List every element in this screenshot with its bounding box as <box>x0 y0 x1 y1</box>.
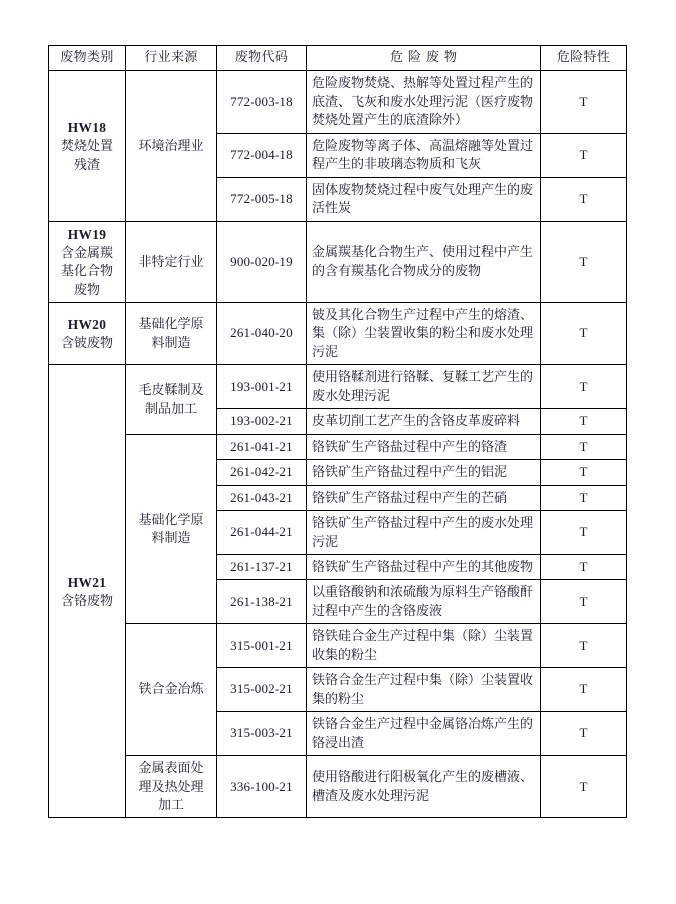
hazard-property-cell: T <box>541 303 627 365</box>
hazardous-waste-description-cell: 铬铁矿生产铬盐过程中产生的铝泥 <box>307 460 541 485</box>
industry-source-cell: 基础化学原 料制造 <box>126 434 217 624</box>
waste-category-id: HW19 <box>67 226 107 242</box>
hazard-property-cell: T <box>541 485 627 510</box>
hazard-property-cell: T <box>541 133 627 177</box>
hazard-property-cell: T <box>541 221 627 302</box>
waste-code-cell: 261-041-21 <box>217 434 307 459</box>
hazard-property-cell: T <box>541 177 627 221</box>
hazardous-waste-description-cell: 铍及其化合物生产过程中产生的熔渣、集（除）尘装置收集的粉尘和废水处理污泥 <box>307 303 541 365</box>
waste-code-cell: 261-138-21 <box>217 580 307 624</box>
hazard-property-cell: T <box>541 434 627 459</box>
header-row <box>49 46 627 71</box>
hazard-property-cell: T <box>541 555 627 580</box>
waste-code-cell: 900-020-19 <box>217 221 307 302</box>
hazard-property-cell: T <box>541 712 627 756</box>
table-header <box>49 46 627 71</box>
waste-category-name: 含金属羰 基化合物 废物 <box>60 244 113 297</box>
waste-code-cell: 315-002-21 <box>217 668 307 712</box>
industry-source-cell: 铁合金冶炼 <box>126 624 217 756</box>
table-row <box>49 624 627 668</box>
waste-code-cell: 261-043-21 <box>217 485 307 510</box>
hazardous-waste-description-cell: 危险废物等离子体、高温熔融等处置过程产生的非玻璃态物质和飞灰 <box>307 133 541 177</box>
waste-category-id: HW18 <box>67 120 107 136</box>
waste-code-cell: 261-040-20 <box>217 303 307 365</box>
waste-category-id: HW20 <box>67 316 107 332</box>
hazard-property-cell: T <box>541 668 627 712</box>
waste-code-cell: 261-044-21 <box>217 511 307 555</box>
waste-category-cell-hw20 <box>49 303 126 365</box>
waste-category-name: 含铬废物 <box>60 592 113 608</box>
table-row <box>49 303 627 365</box>
header-waste-code: 废物代码 <box>217 46 307 71</box>
header-industry-source: 行业来源 <box>126 46 217 71</box>
waste-code-cell: 772-005-18 <box>217 177 307 221</box>
table-body <box>49 71 627 818</box>
waste-code-cell: 193-001-21 <box>217 365 307 409</box>
hazardous-waste-description-cell: 铁铬合金生产过程中集（除）尘装置收集的粉尘 <box>307 668 541 712</box>
hazardous-waste-description-cell: 铬铁矿生产铬盐过程中产生的其他废物 <box>307 555 541 580</box>
table-row <box>49 221 627 302</box>
hazardous-waste-description-cell: 铬铁硅合金生产过程中集（除）尘装置收集的粉尘 <box>307 624 541 668</box>
hazard-property-cell: T <box>541 460 627 485</box>
hazardous-waste-description-cell: 铬铁矿生产铬盐过程中产生的废水处理污泥 <box>307 511 541 555</box>
hazard-property-cell: T <box>541 756 627 818</box>
waste-code-cell: 261-042-21 <box>217 460 307 485</box>
industry-source-cell: 基础化学原 料制造 <box>126 303 217 365</box>
table-row <box>49 434 627 459</box>
hazardous-waste-description-cell: 铬铁矿生产铬盐过程中产生的芒硝 <box>307 485 541 510</box>
industry-source-cell: 毛皮鞣制及 制品加工 <box>126 365 217 434</box>
waste-code-cell: 772-003-18 <box>217 71 307 133</box>
hazard-property-cell: T <box>541 71 627 133</box>
table-row <box>49 756 627 818</box>
header-hazard-property: 危险特性 <box>541 46 627 71</box>
hazardous-waste-table <box>48 45 627 818</box>
hazardous-waste-description-cell: 以重铬酸钠和浓硫酸为原料生产铬酸酐过程中产生的含铬废液 <box>307 580 541 624</box>
waste-category-cell-hw19 <box>49 221 126 302</box>
table-row <box>49 365 627 409</box>
waste-category-id: HW21 <box>67 574 107 590</box>
hazardous-waste-description-cell: 金属羰基化合物生产、使用过程中产生的含有羰基化合物成分的废物 <box>307 221 541 302</box>
waste-category-name: 焚烧处置 残渣 <box>60 138 113 172</box>
waste-code-cell: 193-002-21 <box>217 409 307 434</box>
document-page <box>48 45 626 818</box>
industry-source-cell: 环境治理业 <box>126 71 217 221</box>
waste-code-cell: 315-003-21 <box>217 712 307 756</box>
waste-code-cell: 772-004-18 <box>217 133 307 177</box>
table-row <box>49 71 627 133</box>
hazardous-waste-description-cell: 固体废物焚烧过程中废气处理产生的废活性炭 <box>307 177 541 221</box>
waste-code-cell: 336-100-21 <box>217 756 307 818</box>
hazardous-waste-description-cell: 使用铬鞣剂进行铬鞣、复鞣工艺产生的废水处理污泥 <box>307 365 541 409</box>
waste-category-cell-hw21 <box>49 365 126 818</box>
hazardous-waste-description-cell: 危险废物焚烧、热解等处置过程产生的底渣、飞灰和废水处理污泥（医疗废物焚烧处置产生的底渣除外） <box>307 71 541 133</box>
hazard-property-cell: T <box>541 580 627 624</box>
hazard-property-cell: T <box>541 511 627 555</box>
industry-source-cell: 金属表面处 理及热处理 加工 <box>126 756 217 818</box>
waste-category-cell-hw18 <box>49 71 126 221</box>
waste-code-cell: 315-001-21 <box>217 624 307 668</box>
header-hazardous-waste: 危险废物 <box>307 46 541 71</box>
hazard-property-cell: T <box>541 365 627 409</box>
waste-code-cell: 261-137-21 <box>217 555 307 580</box>
hazardous-waste-description-cell: 铬铁矿生产铬盐过程中产生的铬渣 <box>307 434 541 459</box>
waste-category-name: 含铍废物 <box>60 334 113 350</box>
hazardous-waste-description-cell: 铁铬合金生产过程中金属铬冶炼产生的铬浸出渣 <box>307 712 541 756</box>
hazard-property-cell: T <box>541 624 627 668</box>
industry-source-cell: 非特定行业 <box>126 221 217 302</box>
hazard-property-cell: T <box>541 409 627 434</box>
header-waste-category: 废物类别 <box>49 46 126 71</box>
hazardous-waste-description-cell: 使用铬酸进行阳极氧化产生的废槽液、槽渣及废水处理污泥 <box>307 756 541 818</box>
hazardous-waste-description-cell: 皮革切削工艺产生的含铬皮革废碎料 <box>307 409 541 434</box>
